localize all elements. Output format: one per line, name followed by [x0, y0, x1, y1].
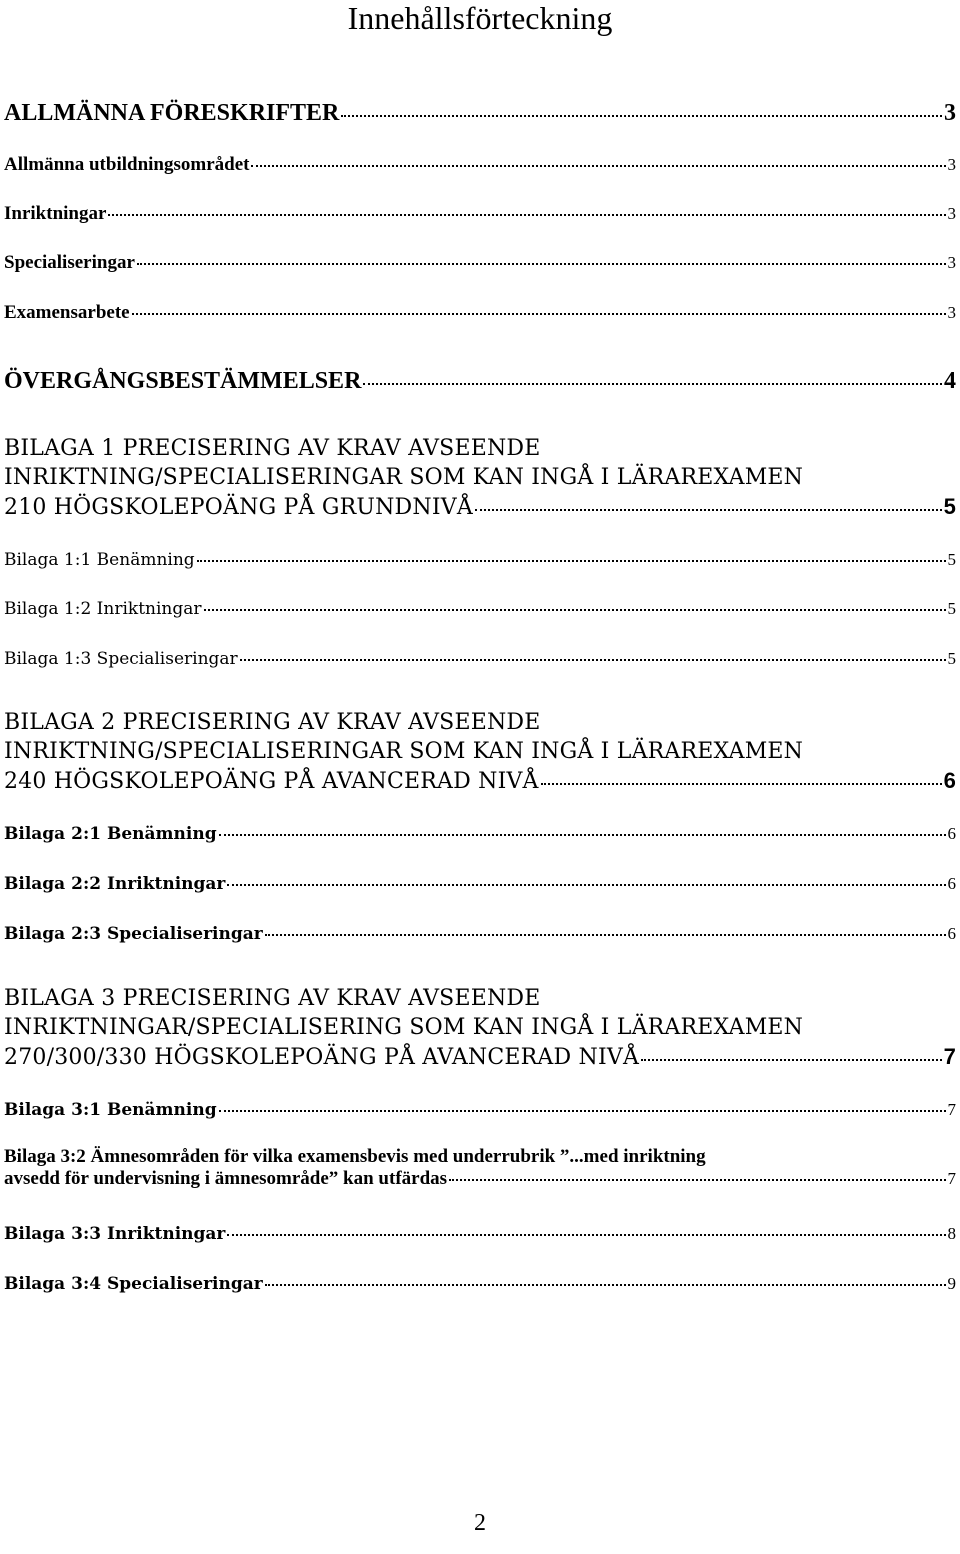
toc-entry[interactable] [4, 921, 956, 947]
dot-leader [137, 263, 946, 265]
dot-leader [219, 1110, 946, 1112]
toc-entry-title: INRIKTNING/SPECIALISERINGAR SOM KAN INGÅ I LÄRAREXAMEN [4, 465, 804, 490]
toc-entry-title: Bilaga 3:1 Benämning [4, 1100, 217, 1120]
dot-leader [341, 115, 942, 117]
page-number: 2 [474, 1510, 486, 1536]
toc-page-number: 5 [947, 550, 956, 569]
toc-entry-title: Bilaga 3:3 Inriktningar [4, 1224, 226, 1244]
page-title: Innehållsförteckning [347, 0, 613, 36]
dot-leader [641, 1059, 942, 1061]
dot-leader [265, 1284, 946, 1286]
toc-page-number: 3 [947, 155, 956, 174]
toc-entry-title: avsedd för undervisning i ämnesområde” kan utfärdas [4, 1168, 448, 1189]
toc-entry[interactable] [4, 203, 956, 225]
toc-page-number: 5 [943, 494, 956, 519]
toc-entry-title: Bilaga 3:4 Specialiseringar [4, 1274, 263, 1294]
toc-entry[interactable] [4, 1221, 956, 1247]
toc-entry[interactable] [4, 646, 956, 672]
toc-page-number: 9 [947, 1274, 956, 1293]
dot-leader [541, 783, 942, 785]
dot-leader [265, 934, 946, 936]
dot-leader [132, 313, 946, 315]
toc-page-number: 6 [947, 924, 956, 943]
toc-entry-title: Bilaga 2:1 Benämning [4, 824, 217, 844]
toc-entry-title: 210 HÖGSKOLEPOÄNG PÅ GRUNDNIVÅ [4, 495, 473, 520]
toc-page-number: 3 [944, 100, 956, 126]
toc-entry-title: Specialiseringar [4, 252, 135, 273]
toc-entry-title: 240 HÖGSKOLEPOÄNG PÅ AVANCERAD NIVÅ [4, 769, 539, 794]
toc-entry-title: Bilaga 3:2 Ämnesområden för vilka examensbevis med underrubrik ”...med inriktning [4, 1146, 706, 1167]
toc-page-number: 3 [947, 303, 956, 322]
toc-page-number: 8 [947, 1224, 956, 1243]
toc-page-number: 7 [943, 1044, 956, 1069]
toc-page-number: 4 [944, 368, 956, 394]
toc-entry[interactable] [4, 984, 956, 1072]
toc-page-number: 3 [947, 253, 956, 272]
toc-entry[interactable] [4, 821, 956, 847]
toc-entry[interactable] [4, 547, 956, 573]
toc-entry-title: INRIKTNING/SPECIALISERINGAR SOM KAN INGÅ I LÄRAREXAMEN [4, 739, 804, 764]
dot-leader [227, 884, 945, 886]
toc-entry[interactable] [4, 100, 956, 127]
toc-entry-title: Bilaga 1:2 Inriktningar [4, 599, 202, 619]
toc-entry[interactable] [4, 368, 956, 395]
toc-entry-title: Bilaga 2:2 Inriktningar [4, 874, 226, 894]
toc-entry-title: Bilaga 1:1 Benämning [4, 550, 195, 570]
dot-leader [219, 834, 946, 836]
toc-entry[interactable] [4, 871, 956, 897]
toc-page-number: 5 [947, 649, 956, 668]
dot-leader [449, 1179, 945, 1181]
toc-entry-title: BILAGA 2 PRECISERING AV KRAV AVSEENDE [4, 710, 541, 735]
toc-entry[interactable] [4, 252, 956, 274]
toc-page-number: 7 [947, 1169, 956, 1188]
toc-entry-title: BILAGA 3 PRECISERING AV KRAV AVSEENDE [4, 986, 541, 1011]
dot-leader [227, 1234, 945, 1236]
toc-page-number: 7 [947, 1100, 956, 1119]
toc-entry[interactable] [4, 1097, 956, 1123]
toc-entry-title: Bilaga 2:3 Specialiseringar [4, 924, 263, 944]
toc-entry-title: Allmänna utbildningsområdet [4, 154, 250, 175]
toc-entry-title: Examensarbete [4, 302, 130, 323]
toc-entry-title: ALLMÄNNA FÖRESKRIFTER [4, 100, 340, 126]
toc-entry[interactable] [4, 154, 956, 176]
dot-leader [251, 165, 945, 167]
toc-page-number: 6 [947, 824, 956, 843]
toc-entry[interactable] [4, 708, 956, 796]
toc-entry[interactable] [4, 1146, 956, 1190]
dot-leader [240, 659, 946, 661]
toc-entry-title: Inriktningar [4, 203, 107, 224]
toc-entry-title: ÖVERGÅNGSBESTÄMMELSER [4, 368, 362, 394]
toc-entry[interactable] [4, 302, 956, 324]
toc-page-number: 6 [943, 768, 956, 793]
toc-page-number: 3 [947, 204, 956, 223]
toc-entry[interactable] [4, 434, 956, 522]
dot-leader [475, 509, 942, 511]
toc-page-number: 5 [947, 599, 956, 618]
dot-leader [363, 383, 942, 385]
dot-leader [197, 560, 946, 562]
toc-page-number: 6 [947, 874, 956, 893]
toc-entry-title: 270/300/330 HÖGSKOLEPOÄNG PÅ AVANCERAD NIVÅ [4, 1045, 640, 1070]
toc-entry[interactable] [4, 596, 956, 622]
dot-leader [108, 214, 945, 216]
toc-entry-title: BILAGA 1 PRECISERING AV KRAV AVSEENDE [4, 436, 541, 461]
toc-entry-title: Bilaga 1:3 Specialiseringar [4, 649, 238, 669]
dot-leader [204, 609, 946, 611]
toc-entry[interactable] [4, 1271, 956, 1297]
toc-entry-title: INRIKTNINGAR/SPECIALISERING SOM KAN INGÅ I LÄRAREXAMEN [4, 1015, 804, 1040]
